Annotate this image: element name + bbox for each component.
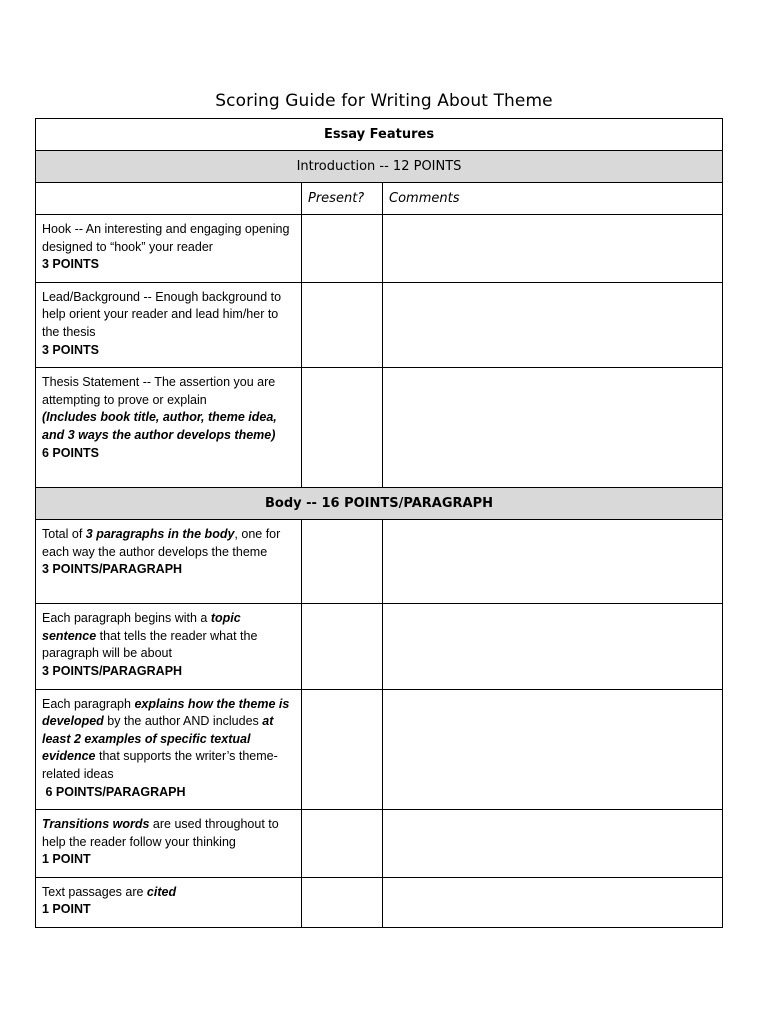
table-header-row [36,119,723,151]
page-title: Scoring Guide for Writing About Theme [215,91,553,111]
table-row-lead [36,282,723,367]
criterion-text: Thesis Statement -- The assertion you are attempting to prove or explain [42,375,276,407]
section-row-body [36,488,723,520]
present-cell[interactable] [302,810,383,878]
criterion-text: are used throughout to help the reader follow your thinking [42,817,279,849]
criterion-emphasis: explains how the theme is developed [42,696,290,729]
criterion-text: Lead/Background -- Enough background to help orient your reader and lead him/her to the thesis [42,289,282,339]
table-row-hook [36,215,723,283]
present-column-header: Present? [302,183,383,215]
comments-cell[interactable] [383,368,723,488]
table-row-thesis [36,368,723,488]
criterion-emphasis: Transitions words [42,817,150,832]
comments-cell[interactable] [383,810,723,878]
criterion-emphasis: at least 2 examples of specific textual evidence [42,714,274,764]
criterion-emphasis: topic sentence [42,611,241,643]
criterion-text: that supports the writer’s theme-related ideas [42,749,278,781]
criterion-hook [36,215,302,283]
criterion-points: 6 POINTS/PARAGRAPH [42,784,186,799]
criterion-topic [36,604,302,689]
criterion-explain [36,689,302,810]
criterion-text: that tells the reader what the paragraph will be about [42,628,258,661]
present-cell[interactable] [302,368,383,488]
criterion-emphasis: cited [146,884,177,899]
essay-features-header: Essay Features [36,119,723,151]
present-cell[interactable] [302,877,383,927]
comments-cell[interactable] [383,877,723,927]
criterion-emphasis: (Includes book title, author, theme idea, and 3 ways the author develops theme) [42,410,277,442]
table-row-total [36,520,723,604]
criterion-cited [36,877,302,927]
present-cell[interactable] [302,689,383,810]
present-cell[interactable] [302,282,383,367]
criterion-transitions [36,810,302,878]
table-row-explain [36,689,723,810]
present-cell[interactable] [302,604,383,689]
comments-cell[interactable] [383,604,723,689]
criteria-column-header [36,183,302,215]
comments-column-header: Comments [383,183,723,215]
criterion-text: Text passages are [42,884,147,899]
criterion-points: 1 POINT [42,852,91,867]
criterion-text: Each paragraph begins with a [42,611,211,626]
scoring-table [35,118,723,928]
criterion-thesis [36,368,302,488]
criterion-total [36,520,302,604]
criterion-points: 1 POINT [42,902,91,917]
criterion-points: 6 POINTS [42,445,99,460]
introduction-section-header: Introduction -- 12 POINTS [36,151,723,183]
table-row-transitions [36,810,723,878]
criterion-text: Hook -- An interesting and engaging opening designed to “hook” your reader [42,222,290,254]
present-cell[interactable] [302,520,383,604]
criterion-text: by the author AND includes [103,714,263,729]
criterion-lead [36,282,302,367]
criterion-text: Total of [42,527,86,542]
column-header-row [36,183,723,215]
criterion-text: Each paragraph [42,696,135,711]
body-section-header: Body -- 16 POINTS/PARAGRAPH [36,488,723,520]
criterion-points: 3 POINTS [42,342,99,357]
comments-cell[interactable] [383,282,723,367]
comments-cell[interactable] [383,689,723,810]
comments-cell[interactable] [383,215,723,283]
criterion-points: 3 POINTS/PARAGRAPH [42,663,183,678]
section-row-introduction [36,151,723,183]
criterion-points: 3 POINTS/PARAGRAPH [42,562,183,577]
criterion-text: , one for each way the author develops the theme [42,527,281,559]
present-cell[interactable] [302,215,383,283]
criterion-emphasis: 3 paragraphs in the body [85,527,235,542]
criterion-points: 3 POINTS [42,257,99,272]
table-row-topic [36,604,723,689]
comments-cell[interactable] [383,520,723,604]
table-row-cited [36,877,723,927]
